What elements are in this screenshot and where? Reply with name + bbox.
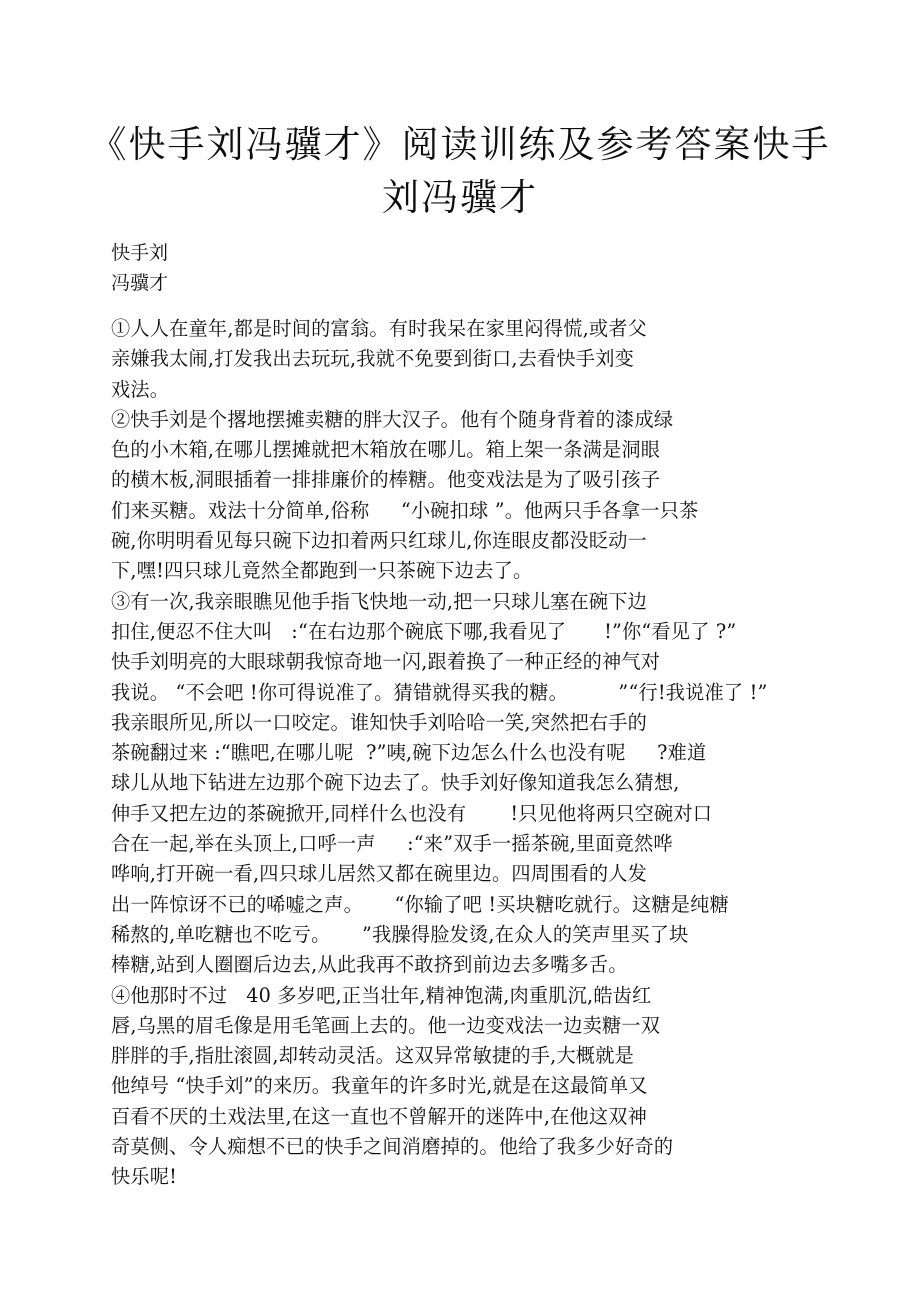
body-line: ①人人在童年,都是时间的富翁。有时我呆在家里闷得慌,或者父 bbox=[111, 317, 648, 340]
body-line: 下,嘿!四只球儿竟然全都跑到一只茶碗下边去了。 bbox=[111, 559, 533, 583]
body-line: 碗,你明明看见每只碗下边扣着两只红球儿,你连眼皮都没眨动一 bbox=[111, 529, 648, 553]
body-line: 奇莫侧、令人痴想不已的快手之间消磨掉的。他给了我多少好奇的 bbox=[111, 1135, 674, 1159]
body-line: 我说。 “不会吧 !你可得说准了。猜错就得买我的糖。 ”“行!我说准了 !” bbox=[111, 680, 768, 704]
body-line: 扣住,便忍不住大叫 :“在右边那个碗底下哪,我看见了 !”你“看见了 ?” bbox=[111, 619, 737, 643]
body-line: 出一阵惊讶不已的唏嘘之声。 “你输了吧 !买块糖吃就行。这糖是纯糖 bbox=[111, 892, 729, 916]
body-line: 们来买糖。戏法十分简单,俗称 “小碗扣球 ”。他两只手各拿一只茶 bbox=[111, 498, 699, 522]
body-line: 唇,乌黑的眉毛像是用毛笔画上去的。他一边变戏法一边卖糖一双 bbox=[111, 1013, 661, 1037]
body-line: 我亲眼所见,所以一口咬定。谁知快手刘哈哈一笑,突然把右手的 bbox=[111, 710, 648, 734]
body-line: 他绰号 “快手刘”的来历。我童年的许多时光,就是在这最简单又 bbox=[111, 1074, 648, 1098]
story-body bbox=[111, 314, 801, 1193]
body-line: ③有一次,我亲眼瞧见他手指飞快地一动,把一只球儿塞在碗下边 bbox=[111, 589, 648, 613]
story-meta bbox=[111, 238, 168, 298]
body-line: 百看不厌的土戏法里,在这一直也不曾解开的迷阵中,在他这双神 bbox=[111, 1104, 648, 1128]
body-line: 伸手又把左边的茶碗掀开,同样什么也没有 !只见他将两只空碗对口 bbox=[111, 801, 713, 825]
body-line: 的横木板,洞眼插着一排排廉价的棒糖。他变戏法是为了吸引孩子 bbox=[111, 468, 661, 492]
body-line: 茶碗翻过来 :“瞧吧,在哪儿呢 ?”咦,碗下边怎么什么也没有呢 ?难道 bbox=[111, 741, 707, 765]
body-line: 快乐呢! bbox=[111, 1165, 178, 1189]
body-line: ②快手刘是个撂地摆摊卖糖的胖大汉子。他有个随身背着的漆成绿 bbox=[111, 407, 674, 431]
title-line-1: 《快手刘冯骥才》阅读训练及参考答案快手 bbox=[89, 123, 831, 166]
body-line: 球儿从地下钻进左边那个碗下边去了。快手刘好像知道我怎么猜想, bbox=[111, 771, 680, 795]
story-author: 冯骥才 bbox=[111, 272, 169, 294]
body-line: 亲嫌我太闹,打发我出去玩玩,我就不免要到街口,去看快手刘变 bbox=[111, 347, 634, 371]
document-title bbox=[80, 118, 840, 224]
body-line: 戏法。 bbox=[111, 377, 170, 401]
body-line: 棒糖,站到人圈圈后边去,从此我再不敢挤到前边去多嘴多舌。 bbox=[111, 953, 628, 977]
body-line: 稀熬的,单吃糖也不吃亏。 ”我臊得脸发烫,在众人的笑声里买了块 bbox=[111, 922, 689, 946]
body-line: 合在一起,举在头顶上,口呼一声 :“来”双手一摇茶碗,里面竟然哗 bbox=[111, 832, 673, 856]
body-line: ④他那时不过 40 多岁吧,正当壮年,精神饱满,肉重肌沉,皓齿红 bbox=[111, 983, 652, 1007]
story-title: 快手刘 bbox=[111, 242, 169, 264]
body-line: 快手刘明亮的大眼球朝我惊奇地一闪,跟着换了一种正经的神气对 bbox=[111, 650, 661, 674]
body-line: 色的小木箱,在哪儿摆摊就把木箱放在哪儿。箱上架一条满是洞眼 bbox=[111, 438, 661, 462]
title-line-2: 刘冯骥才 bbox=[382, 176, 538, 219]
body-line: 胖胖的手,指肚滚圆,却转动灵活。这双异常敏捷的手,大概就是 bbox=[111, 1044, 634, 1068]
body-line: 哗响,打开碗一看,四只球儿居然又都在碗里边。四周围看的人发 bbox=[111, 862, 648, 886]
